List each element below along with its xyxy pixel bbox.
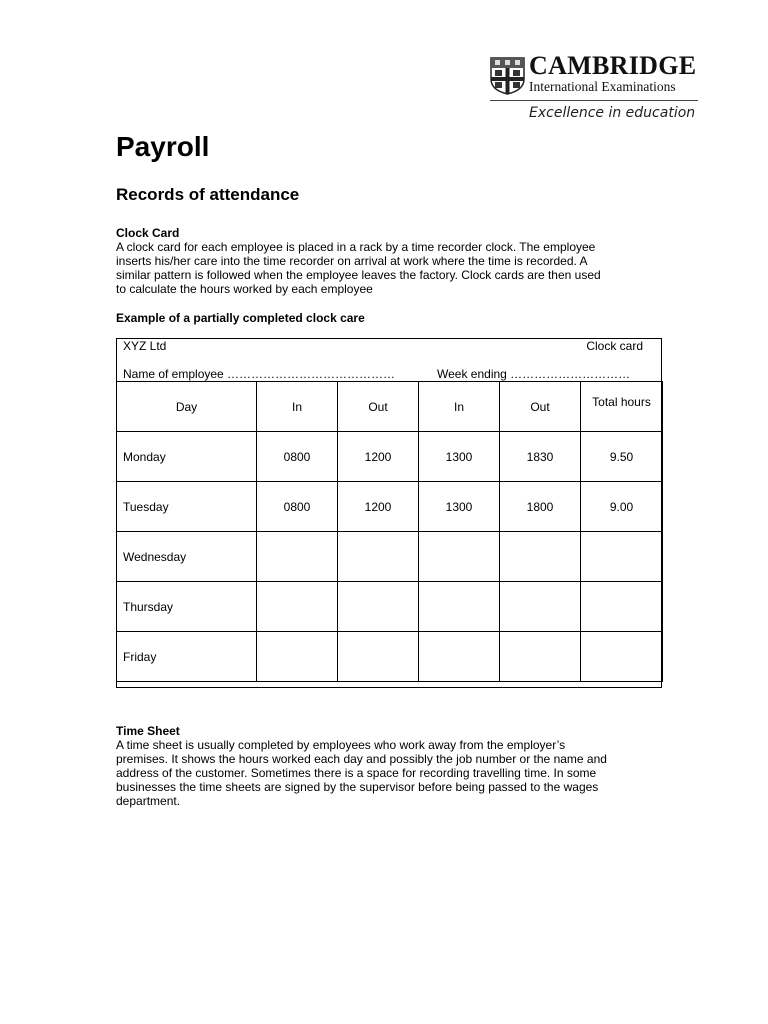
header-cell: Total hours: [581, 382, 663, 432]
time-cell: [419, 632, 500, 682]
time-cell: 1200: [338, 482, 419, 532]
time-cell: 1300: [419, 432, 500, 482]
table-row: [117, 582, 663, 632]
clock-card-example: [116, 338, 662, 688]
time-sheet-paragraph: [116, 738, 656, 808]
time-cell: [500, 532, 581, 582]
header-cell: In: [419, 382, 500, 432]
clock-card-heading: Clock Card: [116, 226, 180, 240]
brand-name: CAMBRIDGE: [529, 51, 697, 80]
time-cell: [419, 532, 500, 582]
time-cell: 1300: [419, 482, 500, 532]
paragraph-line: address of the customer. Sometimes there is a space for recording travelling time. In some: [116, 766, 597, 780]
time-sheet-heading: Time Sheet: [116, 724, 180, 738]
paragraph-line: to calculate the hours worked by each employee: [116, 282, 373, 296]
time-cell: [338, 582, 419, 632]
paragraph-line: A clock card for each employee is placed in a rack by a time recorder clock. The employee: [116, 240, 596, 254]
paragraph-line: premises. It shows the hours worked each day and possibly the job number or the name and: [116, 752, 607, 766]
paragraph-line: inserts his/her care into the time recorder on arrival at work where the time is recorded. A: [116, 254, 588, 268]
cambridge-logo: [489, 51, 701, 126]
time-cell: 1200: [338, 432, 419, 482]
page-subtitle: Records of attendance: [116, 185, 300, 204]
day-cell: Tuesday: [117, 482, 257, 532]
company-name: XYZ Ltd: [123, 339, 167, 353]
time-cell: [338, 632, 419, 682]
total-cell: [581, 582, 663, 632]
brand-tagline: Excellence in education: [529, 105, 696, 121]
logo-divider: [490, 100, 698, 101]
clock-card-table: [116, 381, 663, 682]
time-cell: 0800: [257, 432, 338, 482]
crest-icon: [490, 57, 525, 95]
time-cell: [257, 582, 338, 632]
table-header-row: [117, 382, 663, 432]
time-cell: [257, 532, 338, 582]
time-cell: [500, 582, 581, 632]
day-cell: Friday: [117, 632, 257, 682]
table-row: [117, 532, 663, 582]
example-heading: Example of a partially completed clock care: [116, 311, 365, 325]
brand-subtitle: International Examinations: [529, 79, 676, 94]
table-row: [117, 482, 663, 532]
total-cell: [581, 532, 663, 582]
time-cell: [419, 582, 500, 632]
time-cell: [500, 632, 581, 682]
time-cell: 0800: [257, 482, 338, 532]
time-cell: [257, 632, 338, 682]
paragraph-line: similar pattern is followed when the employee leaves the factory. Clock cards are then used: [116, 268, 601, 282]
week-ending-field: Week ending …………………………: [437, 367, 631, 381]
paragraph-line: department.: [116, 794, 181, 808]
total-cell: 9.50: [581, 432, 663, 482]
header-cell: Day: [117, 382, 257, 432]
day-cell: Monday: [117, 432, 257, 482]
day-cell: Wednesday: [117, 532, 257, 582]
employee-name-field: Name of employee ……………………………………: [123, 367, 396, 381]
paragraph-line: A time sheet is usually completed by employees who work away from the employer’s: [116, 738, 566, 752]
clock-card-paragraph: [116, 240, 656, 296]
page-title: Payroll: [116, 131, 210, 162]
time-cell: 1800: [500, 482, 581, 532]
time-cell: 1830: [500, 432, 581, 482]
total-cell: [581, 632, 663, 682]
header-cell: In: [257, 382, 338, 432]
table-row: [117, 432, 663, 482]
clock-card-label: Clock card: [586, 339, 643, 353]
table-row: [117, 632, 663, 682]
total-cell: 9.00: [581, 482, 663, 532]
header-cell: Out: [500, 382, 581, 432]
paragraph-line: businesses the time sheets are signed by the supervisor before being passed to the wages: [116, 780, 599, 794]
time-cell: [338, 532, 419, 582]
day-cell: Thursday: [117, 582, 257, 632]
header-cell: Out: [338, 382, 419, 432]
